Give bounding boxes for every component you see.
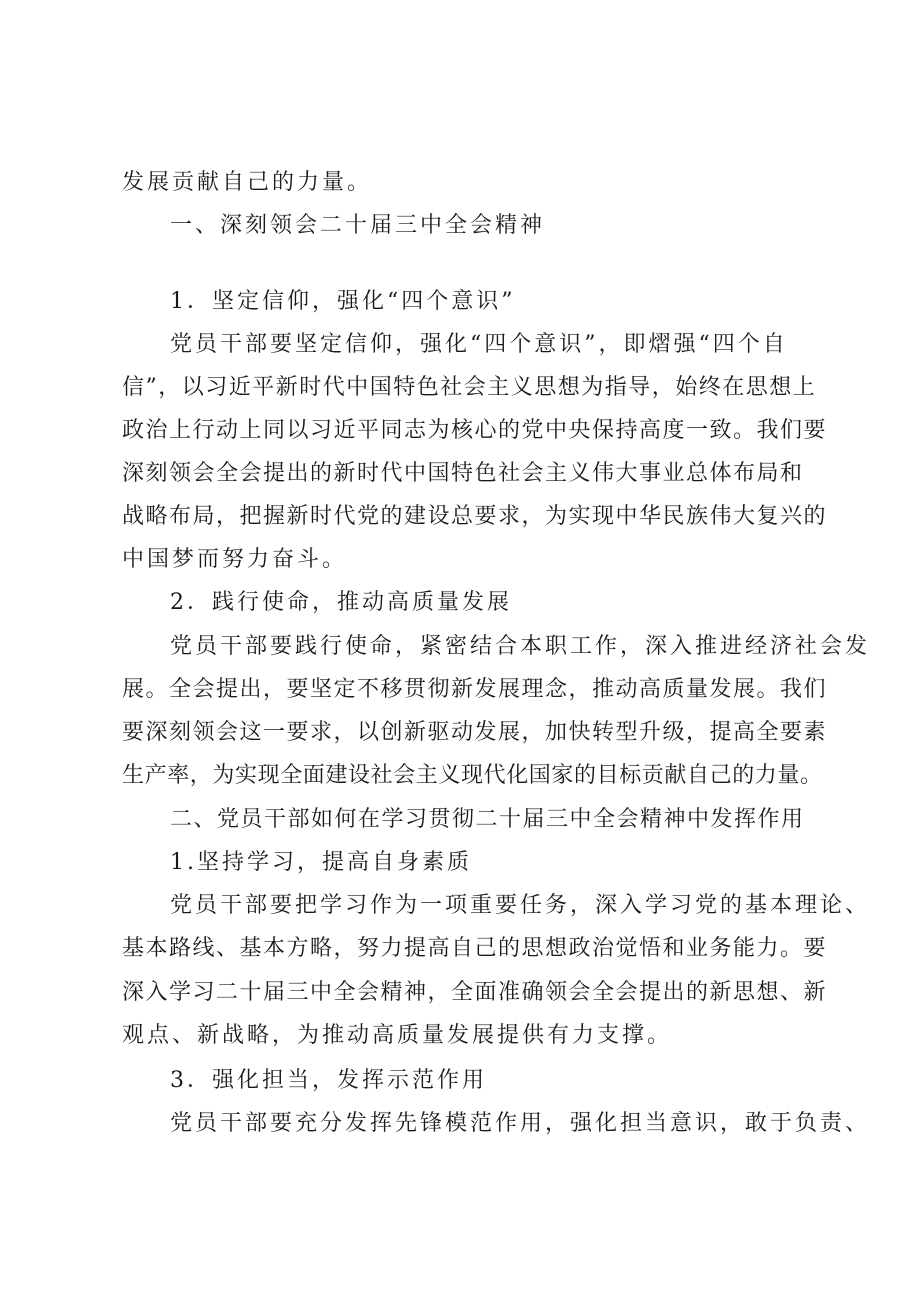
paragraph-line: 要深刻领会这一要求，以创新驱动发展，加快转型升级，提高全要素: [122, 720, 828, 745]
paragraph-line: 观点、新战略，为推动高质量发展提供有力支撑。: [122, 1023, 673, 1048]
paragraph-line: 党员干部要坚定信仰，强化“四个意识”，即熠强“四个自: [170, 332, 788, 357]
subheading-2-3: 3．强化担当，发挥示范作用: [170, 1068, 487, 1093]
section-heading-1: 一、深刻领会二十届三中全会精神: [170, 213, 546, 238]
paragraph-line: 党员干部要把学习作为一项重要任务，深入学习党的基本理论、: [170, 893, 871, 918]
paragraph-line: 政治上行动上同以习近平同志为核心的党中央保持高度一致。我们要: [122, 418, 828, 443]
paragraph-line: 信”，以习近平新时代中国特色社会主义思想为指导，始终在思想上: [122, 375, 817, 400]
section-heading-2: 二、党员干部如何在学习贯彻二十届三中全会精神中发挥作用: [170, 807, 805, 832]
paragraph-line: 党员干部要践行使命，紧密结合本职工作，深入推进经济社会发: [170, 634, 871, 659]
paragraph-line: 战略布局，把握新时代党的建设总要求，为实现中华民族伟大复兴的: [122, 504, 828, 529]
paragraph-line: 基本路线、基本方略，努力提高自己的思想政治觉悟和业务能力。要: [122, 936, 828, 961]
paragraph-line: 深刻领会全会提出的新时代中国特色社会主义伟大事业总体布局和: [122, 461, 804, 486]
subheading-2-1: 1.坚持学习，提高自身素质: [170, 850, 472, 875]
paragraph-line: 中国梦而努力奋斗。: [122, 547, 348, 572]
subheading-1-2: 2．践行使命，推动高质量发展: [170, 590, 512, 615]
paragraph-continuation: 发展贡献自己的力量。: [122, 170, 373, 195]
paragraph-line: 生产率，为实现全面建设社会主义现代化国家的目标贡献自己的力量。: [122, 763, 823, 788]
paragraph-line: 展。全会提出，要坚定不移贯彻新发展理念，推动高质量发展。我们: [122, 677, 828, 702]
paragraph-line: 党员干部要充分发挥先锋模范作用，强化担当意识，敢于负责、: [170, 1111, 871, 1136]
paragraph-line: 深入学习二十届三中全会精神，全面准确领会全会提出的新思想、新: [122, 980, 828, 1005]
subheading-1-1: 1．坚定信仰，强化“四个意识”: [170, 289, 516, 314]
